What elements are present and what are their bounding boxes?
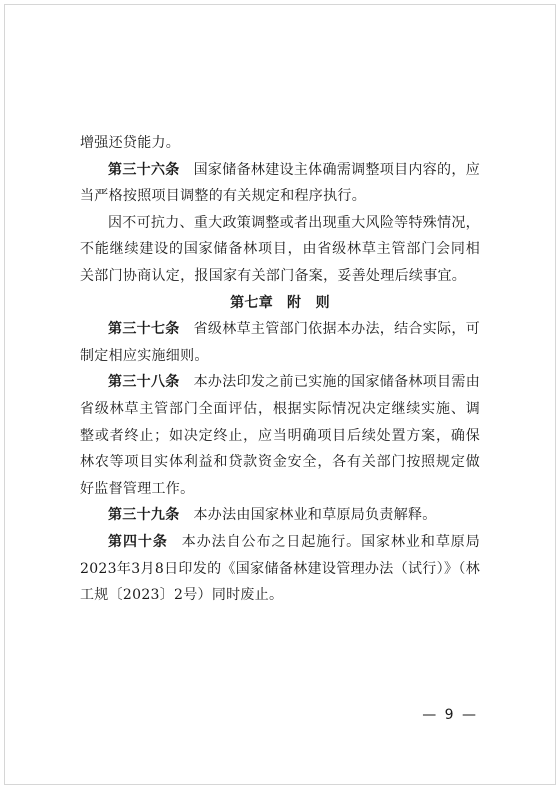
article-40 [80,529,480,609]
document-body [80,130,480,609]
article-37-number: 第三十七条 [108,321,180,338]
paragraph-continuation [80,130,480,157]
article-36-number: 第三十六条 [108,161,180,178]
article-37 [80,316,480,369]
article-39 [80,502,480,529]
article-40-number: 第四十条 [108,533,168,550]
article-37-text: 省级林草主管部门依据本办法，结合实际，可制定相应实施细则。 [80,321,481,364]
page-number: — 9 — [422,707,478,723]
paragraph-force-majeure-text: 因不可抗力、重大政策调整或者出现重大风险等特殊情况，不能继续建设的国家储备林项目，由省级林草主管部门会同相关部门协商认定，报国家有关部门备案，妥善处理后续事宜。 [80,214,480,284]
chapter-title: 附 则 [287,294,330,311]
article-39-text: 本办法由国家林业和草原局负责解释。 [193,507,437,524]
article-36-text: 国家储备林建设主体确需调整项目内容的，应当严格按照项目调整的有关规定和程序执行。 [80,161,481,205]
article-39-number: 第三十九条 [108,507,180,524]
chapter-number: 第七章 [230,294,273,311]
article-38 [80,369,480,502]
article-38-number: 第三十八条 [108,374,180,391]
article-40-text: 本办法自公布之日起施行。国家林业和草原局2023年3月8日印发的《国家储备林建设管理办法（试行）》（林工规〔2023〕2号）同时废止。 [80,533,481,604]
paragraph-force-majeure [80,210,480,290]
chapter-heading [80,290,480,317]
article-38-text: 本办法印发之前已实施的国家储备林项目需由省级林草主管部门全面评估，根据实际情况决定继续实施、调整或者终止；如决定终止，应当明确项目后续处置方案，确保林农等项目实体利益和贷款资金安全，各有关部门按照规定做好监督管理工作。 [80,374,481,497]
paragraph-continuation-text: 增强还贷能力。 [80,135,181,151]
article-36 [80,157,480,210]
